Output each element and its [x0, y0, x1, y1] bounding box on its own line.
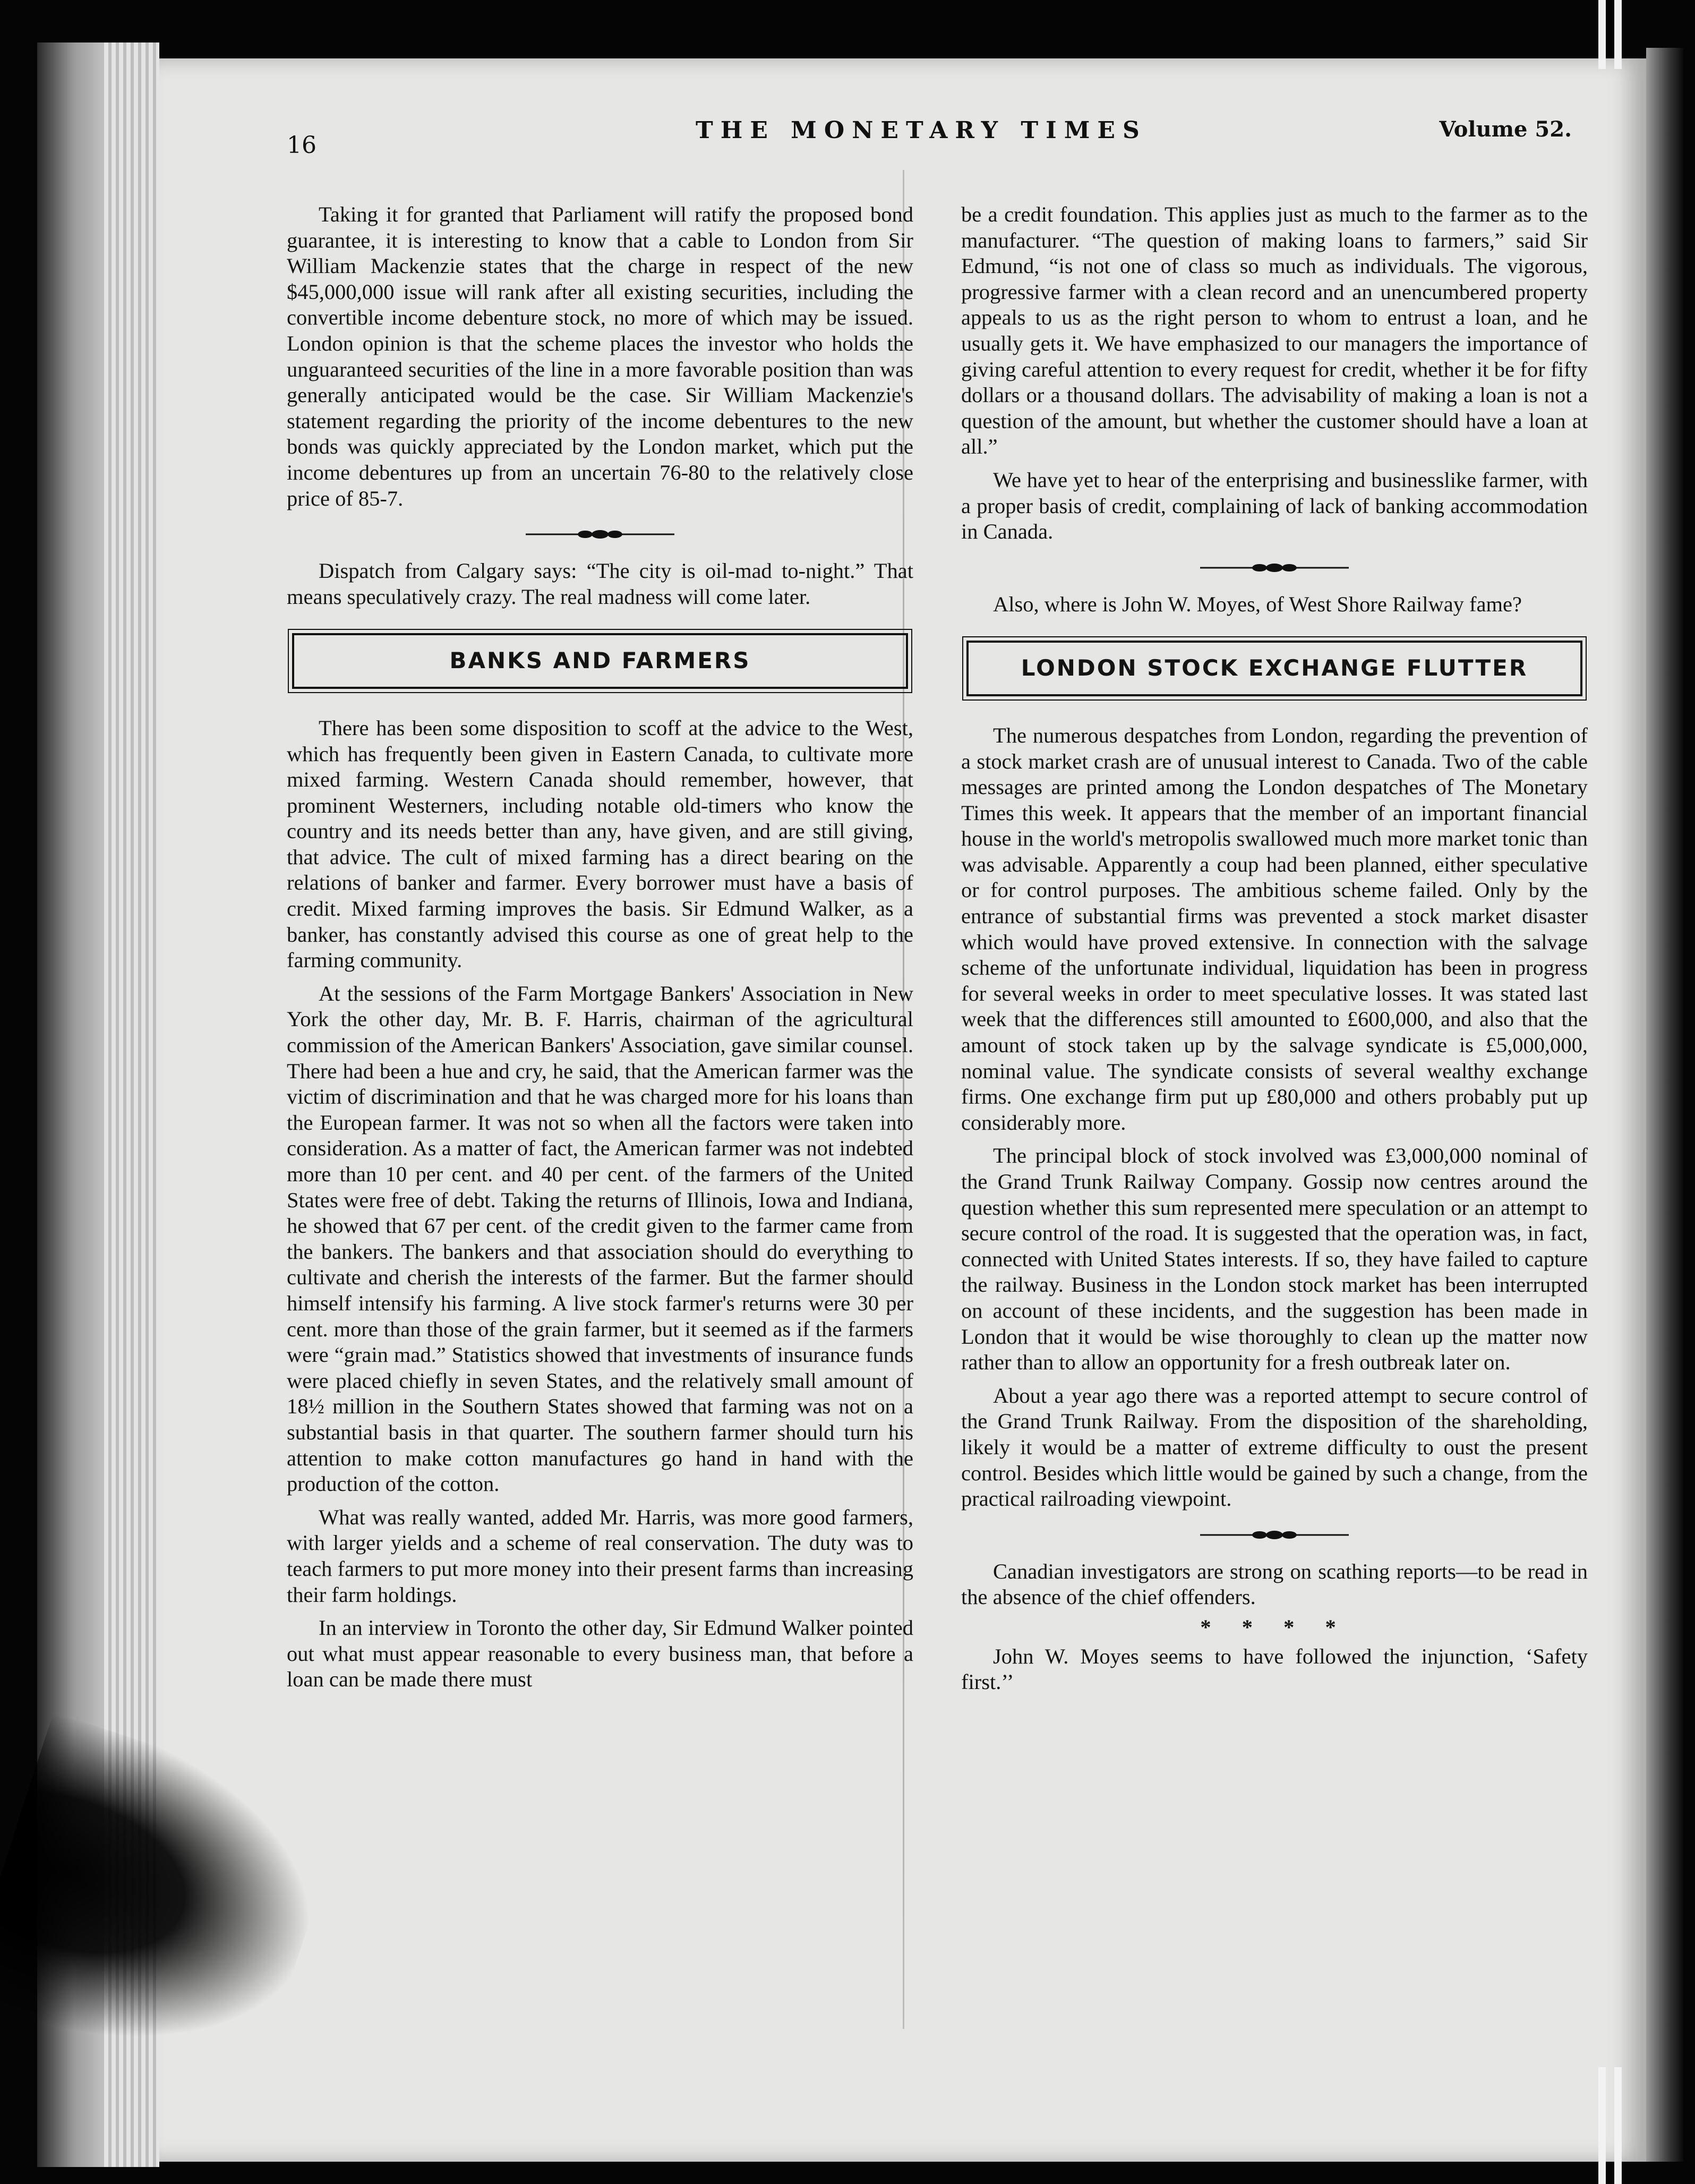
calgary-paragraph: Dispatch from Calgary says: “The city is oil-mad to-night.” That means speculatively crazy. The real madness will come later. [287, 559, 913, 609]
ornament-divider-icon [526, 526, 674, 542]
banks-paragraph-3: What was really wanted, added Mr. Harris, was more good farmers, with larger yields and a scheme of real conservation. The duty was to teach farmers to put more money into their present farms than increasing their farm holdings. [287, 1505, 913, 1607]
volume-label: Volume 52. [1439, 117, 1572, 142]
right-column [961, 202, 1588, 1703]
safety-first-note: John W. Moyes seems to have followed the injunction, ‘Safety first.’’ [961, 1644, 1588, 1694]
walker-quote-paragraph: be a credit foundation. This applies just as much to the farmer as to the manufacturer. “The question of making loans to farmers,” said Sir Edmund, “is not one of class so much as individuals. The vigorous, progressive farmer with a clean record and an unencumbered property appeals to us as the right person to whom to entrust a loan, and he usually gets it. We have emphasized to our managers the importance of giving careful attention to every request for credit, whether it be for fifty dollars or a thousand dollars. The advisability of making a loan is not a question of the amount, but whether the customer should have a loan at all.” [961, 202, 1588, 459]
banks-paragraph-1: There has been some disposition to scoff at the advice to the West, which has frequently been given in Eastern Canada, to cultivate more mixed farming. Western Canada should remember, however, that prominent Westerners, including notable old-timers who know the country and its needs better than any, have given, and are still giving, that advice. The cult of mixed farming has a direct bearing on the relations of banker and farmer. Every borrower must have a basis of credit. Mixed farming improves the basis. Sir Edmund Walker, as a banker, has constantly advised this course as one of great help to the farming community. [287, 715, 913, 972]
ornament-divider-icon [1200, 560, 1349, 576]
ornament-divider-icon [1200, 1527, 1349, 1543]
asterism: * * * * [1200, 1615, 1349, 1639]
banks-and-farmers-heading: BANKS AND FARMERS [292, 633, 908, 689]
investigators-note: Canadian investigators are strong on scathing reports—to be read in the absence of the chief offenders. [961, 1559, 1588, 1609]
flutter-paragraph-3: About a year ago there was a reported attempt to secure control of the Grand Trunk Railway. From the disposition of the shareholding, likely it would be a matter of extreme difficulty to oust the present control. Besides which little would be gained by such a change, from the practical railroading viewpoint. [961, 1383, 1588, 1511]
film-mark-bottom-1 [1598, 2067, 1606, 2184]
moyes-note: Also, where is John W. Moyes, of West Shore Railway fame? [993, 592, 1522, 616]
film-mark-top-1 [1598, 0, 1606, 69]
banks-paragraph-4: In an interview in Toronto the other day, Sir Edmund Walker pointed out what must appear reasonable to every business man, that before a loan can be made there must [287, 1616, 913, 1692]
film-mark-top-2 [1614, 0, 1622, 69]
mackenzie-paragraph: Taking it for granted that Parliament will ratify the proposed bond guarantee, it is interesting to know that a cable to London from Sir William Mackenzie states that the charge in respect of the new $45,000,000 issue will rank after all existing securities, including the convertible income debenture stock, no more of which may be issued. London opinion is that the scheme places the investor who holds the unguaranteed securities of the line in a more favorable position than was generally anticipated would be the case. Sir William Mackenzie's statement regarding the priority of the income debentures to the new bonds was quickly appreciated by the London market, which put the income debentures up from an uncertain 76-80 to the relatively close price of 85-7. [287, 202, 913, 510]
london-stock-exchange-heading: LONDON STOCK EXCHANGE FLUTTER [966, 641, 1582, 696]
book-right-edge [1646, 48, 1683, 2162]
page-number: 16 [287, 132, 316, 159]
left-column [287, 202, 913, 1700]
banks-paragraph-2: At the sessions of the Farm Mortgage Bankers' Association in New York the other day, Mr. B. F. Harris, chairman of the agricultural commission of the American Bankers' Association, gave similar counsel. There had been a hue and cry, he said, that the American farmer was the victim of discrimination and that he was charged more for his loans than the European farmer. It was not so when all the factors were taken into consideration. As a matter of fact, the American farmer was not indebted more than 10 per cent. and 40 per cent. of the farmers of the United States were free of debt. Taking the returns of Illinois, Iowa and Indiana, he showed that 67 per cent. of the credit given to the farmer came from the bankers. The bankers and that association should do everything to cultivate and cherish the interests of the farmer. But the farmer should himself intensify his farming. A live stock farmer's returns were 30 per cent. more than those of the grain farmer, but it seemed as if the farmers were “grain mad.” Statistics showed that investments of insurance funds were placed chiefly in seven States, and the relatively small amount of 18½ million in the Southern States showed that farming was not on a substantial basis in that quarter. The southern farmer should turn his attention to make cotton manufactures go hand in hand with the production of the cotton. [287, 981, 913, 1496]
flutter-paragraph-1: The numerous despatches from London, regarding the prevention of a stock market crash are of unusual interest to Canada. Two of the cable messages are printed among the London despatches of The Monetary Times this week. It appears that the member of an important financial house in the world's metropolis swallowed much more market tonic than was advisable. Apparently a coup had been planned, either speculative or for control purposes. The ambitious scheme failed. Only by the entrance of substantial firms was prevented a stock market disaster which would have proved extensive. In connection with the salvage scheme of the unfortunate individual, liquidation has been in progress for several weeks in order to meet speculative losses. It was stated last week that the differences still amounted to £600,000, and also that the amount of stock taken up by the salvage syndicate is £5,000,000, nominal value. The syndicate consists of several wealthy exchange firms. One exchange firm put up £80,000 and others probably put up considerably more. [961, 723, 1588, 1134]
film-mark-bottom-2 [1614, 2067, 1622, 2184]
flutter-paragraph-2: The principal block of stock involved was £3,000,000 nominal of the Grand Trunk Railway Company. Gossip now centres around the question whether this sum represented mere speculation or an attempt to secure control of the road. It is suggested that the operation was, in fact, connected with United States interests. If so, they have failed to capture the railway. Business in the London stock market has been interrupted on account of these incidents, and the suggestion has been made in London that it would be wise thoroughly to clean up the matter now rather than to allow an opportunity for a fresh outbreak later on. [961, 1144, 1588, 1375]
businesslike-farmer-paragraph: We have yet to hear of the enterprising and businesslike farmer, with a proper basis of credit, complaining of lack of banking accommodation in Canada. [961, 467, 1588, 544]
running-title: THE MONETARY TIMES [696, 117, 1147, 144]
page-header [287, 117, 1572, 165]
